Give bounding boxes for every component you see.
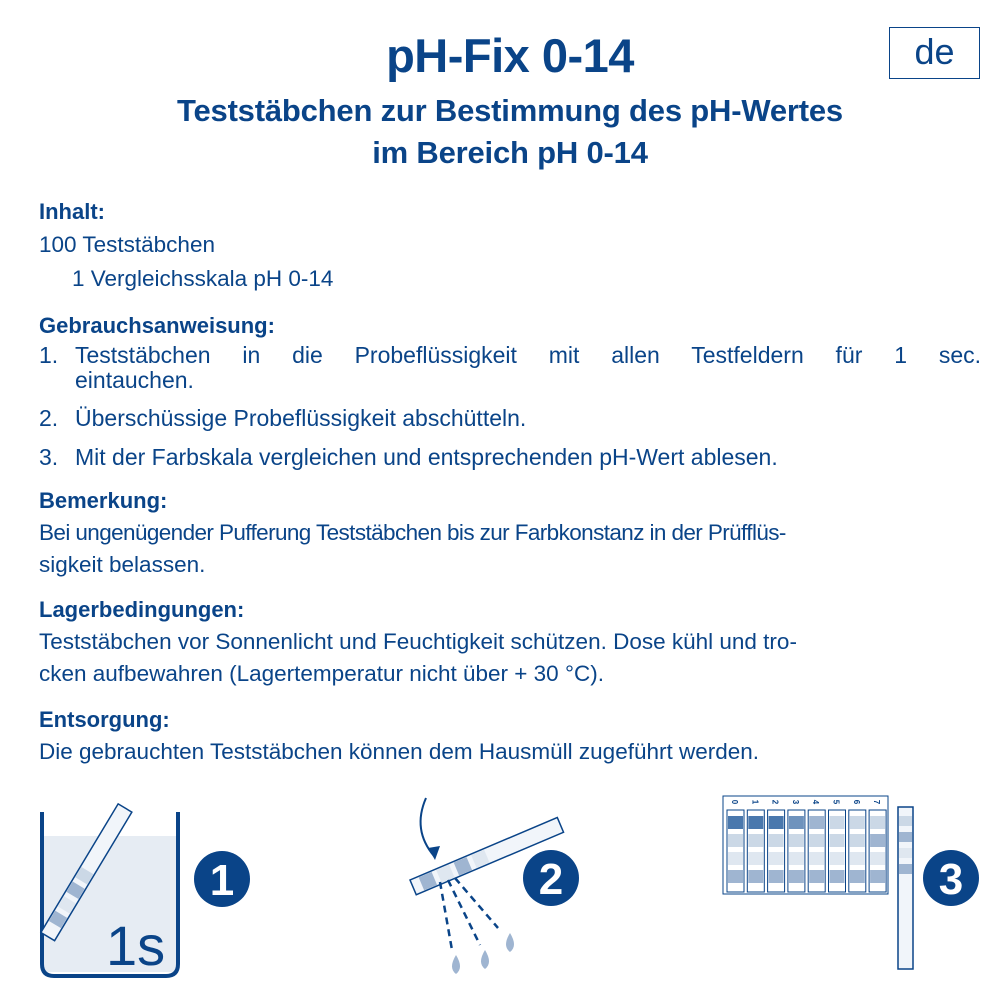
storage-line-1: Teststäbchen vor Sonnenlicht und Feuchtigkeit schützen. Dose kühl und tro-	[39, 629, 797, 654]
scale-column	[849, 810, 866, 892]
contents-item: 100 Teststäbchen	[39, 232, 215, 257]
scale-label: 4	[811, 799, 821, 805]
svg-text:1: 1	[209, 856, 235, 905]
svg-text:2: 2	[538, 855, 564, 904]
scale-column	[808, 810, 825, 892]
step-number: 2.	[39, 405, 59, 431]
scale-label: 6	[851, 799, 861, 805]
scale-column	[869, 810, 886, 892]
contents-item: 1 Vergleichsskala pH 0-14	[72, 266, 334, 291]
instruction-step-3	[39, 445, 981, 470]
remark-heading: Bemerkung:	[39, 488, 168, 513]
instruction-step-1	[39, 343, 981, 393]
duration-label: 1s	[106, 914, 166, 977]
color-scale-illustration	[715, 790, 1000, 990]
arrow-icon	[428, 846, 440, 860]
contents-heading: Inhalt:	[39, 199, 105, 224]
disposal-line-1: Die gebrauchten Teststäbchen können dem Hausmüll zugeführt werden.	[39, 739, 760, 764]
instruction-step-2	[39, 406, 981, 431]
scale-column	[829, 810, 846, 892]
step-text-line-1: Teststäbchen in die Probeflüssigkeit mit allen Testfeldern für 1 sec.	[75, 342, 981, 368]
dip-strip-illustration	[30, 800, 260, 990]
scale-column	[727, 810, 744, 892]
scale-label: 0	[730, 799, 739, 805]
remark-line-2: sigkeit belassen.	[39, 552, 206, 577]
scale-column	[788, 810, 805, 892]
scale-label: 2	[770, 799, 780, 805]
step-number: 1.	[39, 342, 59, 368]
step-number: 3.	[39, 444, 59, 470]
step-text-line-1: Mit der Farbskala vergleichen und entsprechenden pH-Wert ablesen.	[75, 444, 778, 470]
language-badge: de	[889, 27, 980, 79]
scale-column	[747, 810, 764, 892]
subtitle-line-1: Teststäbchen zur Bestimmung des pH-Wertes	[177, 93, 843, 128]
scale-label: 5	[831, 799, 841, 805]
scale-label: 1	[750, 799, 760, 805]
svg-text:3: 3	[938, 855, 964, 904]
shake-strip-illustration	[400, 790, 600, 990]
test-strip-icon	[898, 807, 913, 969]
page-title: pH-Fix 0-14	[386, 29, 634, 82]
scale-label: 3	[790, 799, 800, 805]
droplet-icons	[452, 933, 514, 974]
instructions-heading: Gebrauchsanweisung:	[39, 313, 275, 338]
storage-line-2: cken aufbewahren (Lagertemperatur nicht über + 30 °C).	[39, 661, 604, 686]
step-text-line-2: eintauchen.	[75, 367, 194, 393]
subtitle-line-2: im Bereich pH 0-14	[372, 135, 648, 170]
scale-column	[768, 810, 785, 892]
scale-label: 7	[872, 799, 882, 805]
step-text-line-1: Überschüssige Probeflüssigkeit abschütteln.	[75, 405, 527, 431]
disposal-heading: Entsorgung:	[39, 707, 170, 732]
remark-line-1: Bei ungenügender Pufferung Teststäbchen bis zur Farbkonstanz in der Prüfflüs-	[39, 520, 786, 545]
storage-heading: Lagerbedingungen:	[39, 597, 245, 622]
